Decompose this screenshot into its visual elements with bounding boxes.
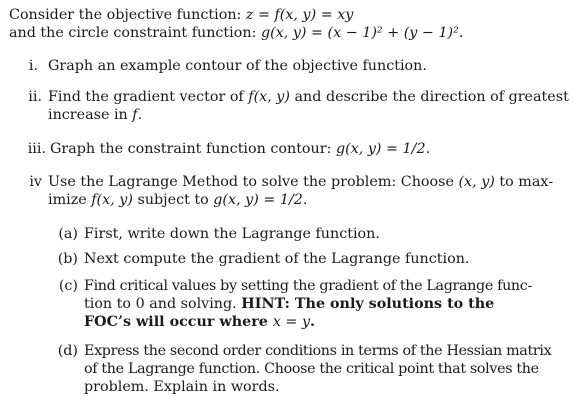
intro-line-2	[9, 24, 463, 43]
item-ii-math-f2: f	[132, 107, 138, 123]
subitem-c-hint-cont: FOC’s will occur where	[84, 314, 273, 330]
subitem-c-line-2	[84, 295, 494, 314]
subitem-c-marker: (c)	[58, 278, 78, 294]
subitem-b-text: Next compute the gradient of the Lagrange function.	[84, 251, 470, 267]
item-iv-math-g: g(x, y) = 1/2.	[213, 192, 308, 208]
item-iii-math: g(x, y) = 1/2.	[335, 141, 431, 157]
subitem-d-line-2: of the Lagrange function. Choose the critical point that solves the	[84, 361, 539, 377]
item-iii-line	[50, 140, 430, 159]
item-ii-text-c: increase in	[48, 107, 133, 123]
item-iii-marker: iii.	[27, 141, 46, 157]
item-iv-text-d: subject to	[132, 192, 214, 208]
item-iv-math-xy: (x, y)	[458, 174, 495, 190]
item-iv-marker: iv	[29, 174, 42, 190]
item-ii-line-1	[48, 88, 569, 107]
constraint-function-eq: g(x, y) = (x − 1)² + (y − 1)².	[260, 25, 464, 41]
item-ii-line-2	[48, 106, 142, 125]
item-ii-text-d: .	[137, 107, 143, 123]
subitem-c-line-3	[84, 313, 315, 332]
subitem-d-line-1: Express the second order conditions in terms of the Hessian matrix	[84, 343, 552, 359]
item-iv-line-1	[48, 173, 553, 192]
item-iv-text-c: imize	[48, 192, 92, 208]
item-ii-text-b: and describe the direction of greatest	[289, 89, 569, 105]
item-iii-text: Graph the constraint function contour:	[50, 141, 336, 157]
item-iv-text-a: Use the Lagrange Method to solve the problem: Choose	[48, 174, 459, 190]
subitem-c-line-1: Find critical values by setting the gradient of the Lagrange func-	[84, 278, 532, 294]
item-iv-math-f: f(x, y)	[91, 192, 133, 208]
intro-line-1	[9, 6, 353, 25]
subitem-d-line-3: problem. Explain in words.	[84, 379, 280, 395]
item-iv-text-b: to max-	[494, 174, 554, 190]
subitem-c-period: .	[310, 314, 316, 330]
item-i-text: Graph an example contour of the objective function.	[48, 58, 427, 74]
subitem-a-text: First, write down the Lagrange function.	[84, 226, 380, 242]
item-ii-marker: ii.	[28, 89, 42, 105]
item-iv-line-2	[48, 191, 307, 210]
subitem-c-hint: HINT: The only solutions to the	[241, 296, 495, 312]
intro-text-2: and the circle constraint function:	[9, 25, 261, 41]
item-ii-math-f: f(x, y)	[248, 89, 290, 105]
intro-text-1: Consider the objective function:	[9, 7, 246, 23]
item-ii-text-a: Find the gradient vector of	[48, 89, 249, 105]
subitem-a-marker: (a)	[58, 226, 78, 242]
subitem-c-text: tion to 0 and solving.	[84, 296, 242, 312]
subitem-d-marker: (d)	[57, 343, 78, 359]
objective-function-eq: z = f(x, y) = xy	[245, 7, 354, 23]
subitem-c-math: x = y	[272, 314, 311, 330]
item-i-marker: i.	[28, 58, 38, 74]
subitem-b-marker: (b)	[57, 251, 78, 267]
